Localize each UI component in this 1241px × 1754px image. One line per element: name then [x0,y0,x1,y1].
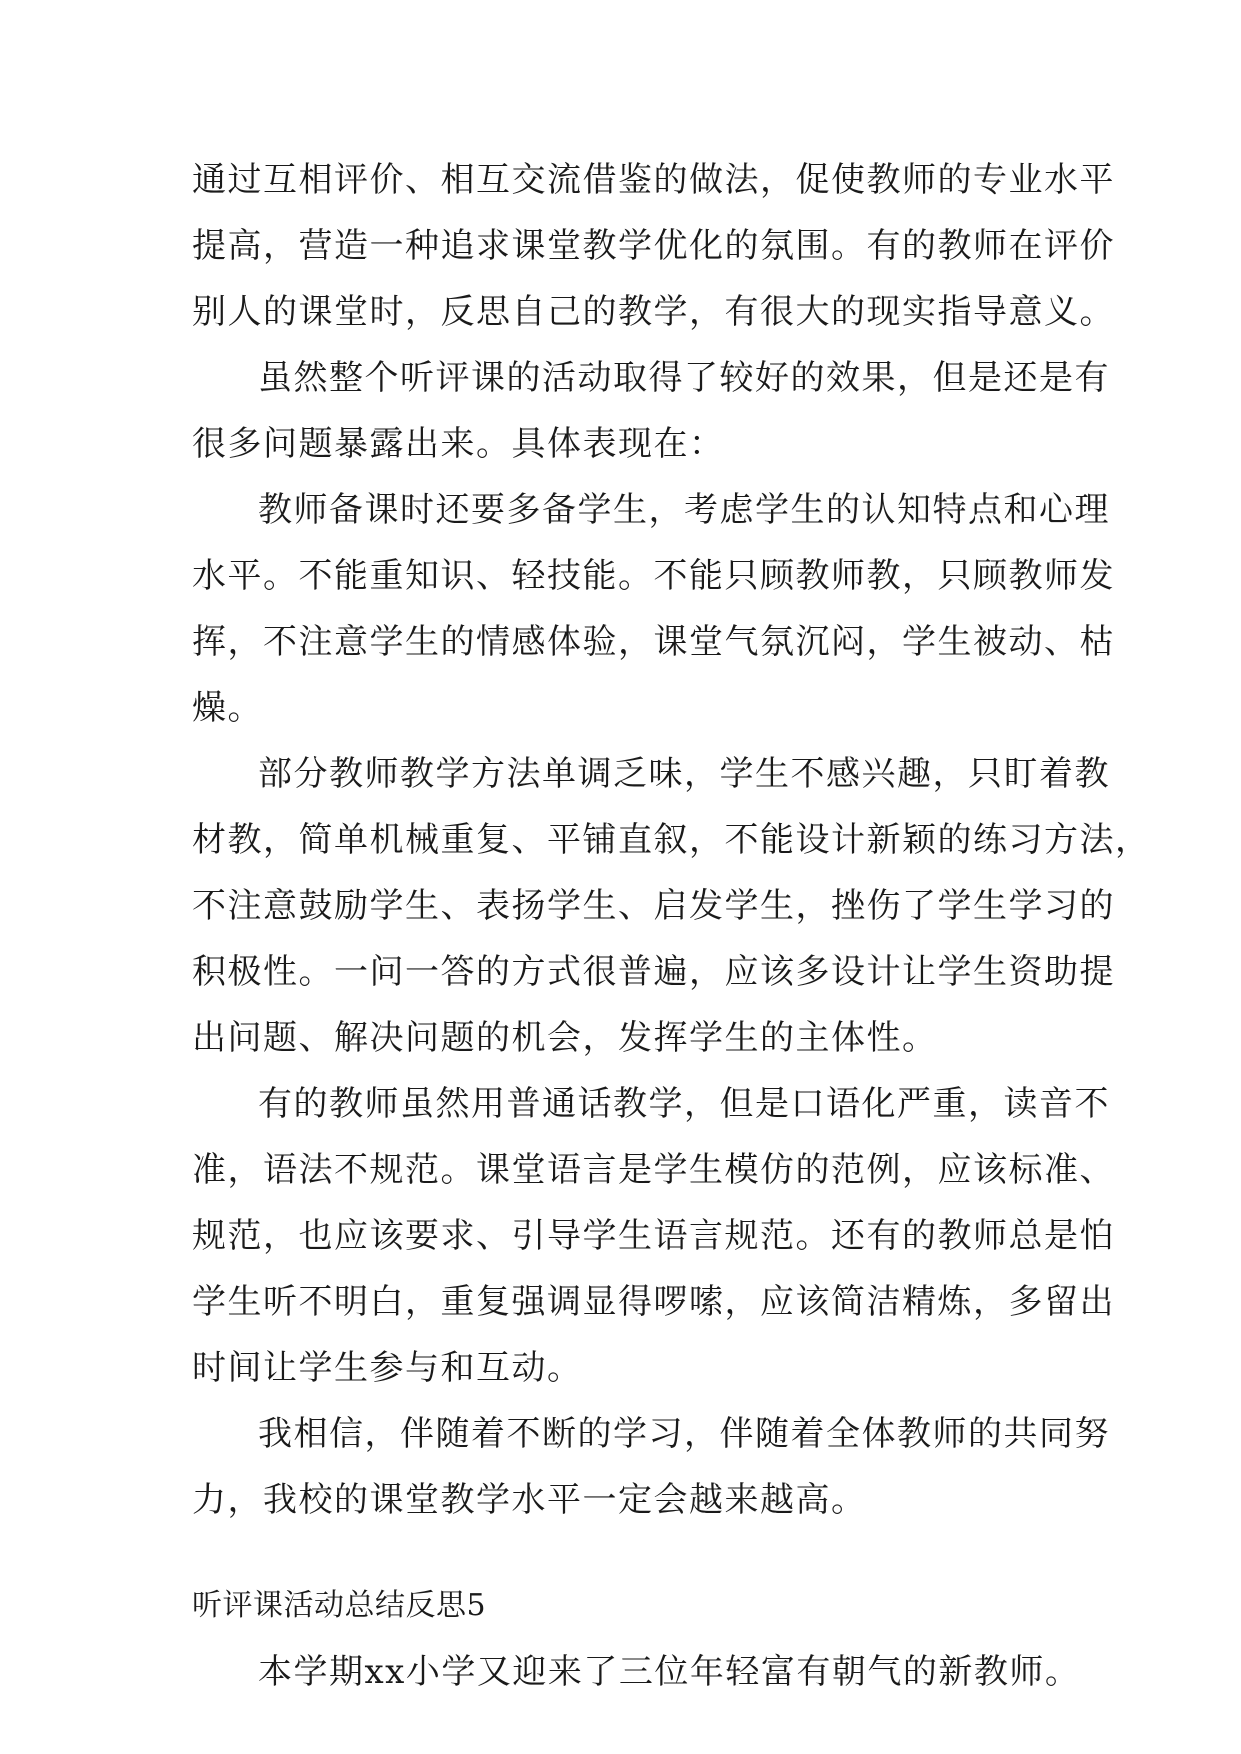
text-line: 不注意鼓励学生、表扬学生、启发学生，挫伤了学生学习的 [192,886,1115,926]
text-line: 水平。不能重知识、轻技能。不能只顾教师教，只顾教师发 [192,556,1115,596]
paragraph-start-line: 教师备课时还要多备学生，考虑学生的认知特点和心理 [258,490,1110,530]
text-line: 很多问题暴露出来。具体表现在： [192,424,725,464]
paragraph-start-line: 部分教师教学方法单调乏味，学生不感兴趣，只盯着教 [258,754,1110,794]
text-line: 别人的课堂时，反思自己的教学，有很大的现实指导意义。 [192,292,1115,332]
text-line: 积极性。一问一答的方式很普遍，应该多设计让学生资助提 [192,952,1115,992]
text-line: 学生听不明白，重复强调显得啰嗦，应该简洁精炼，多留出 [192,1282,1115,1322]
text-line: 力，我校的课堂教学水平一定会越来越高。 [192,1480,867,1520]
text-line: 出问题、解决问题的机会，发挥学生的主体性。 [192,1018,938,1058]
text-line: 提高，营造一种追求课堂教学优化的氛围。有的教师在评价 [192,226,1115,266]
text-line: 挥，不注意学生的情感体验，课堂气氛沉闷，学生被动、枯 [192,622,1115,662]
text-line: 燥。 [192,688,263,728]
text-line: 通过互相评价、相互交流借鉴的做法，促使教师的专业水平 [192,160,1115,200]
paragraph-start-line: 虽然整个听评课的活动取得了较好的效果，但是还是有 [258,358,1110,398]
text-line: 准，语法不规范。课堂语言是学生模仿的范例，应该标准、 [192,1150,1115,1190]
paragraph-start-line: 本学期xx小学又迎来了三位年轻富有朝气的新教师。 [258,1652,1081,1692]
paragraph-start-line: 有的教师虽然用普通话教学，但是口语化严重，读音不 [258,1084,1110,1124]
text-line: 材教，简单机械重复、平铺直叙，不能设计新颖的练习方法， [192,820,1151,860]
paragraph-start-line: 我相信，伴随着不断的学习，伴随着全体教师的共同努 [258,1414,1110,1454]
text-line: 时间让学生参与和互动。 [192,1348,583,1388]
section-heading: 听评课活动总结反思5 [192,1588,487,1623]
text-line: 规范，也应该要求、引导学生语言规范。还有的教师总是怕 [192,1216,1115,1256]
